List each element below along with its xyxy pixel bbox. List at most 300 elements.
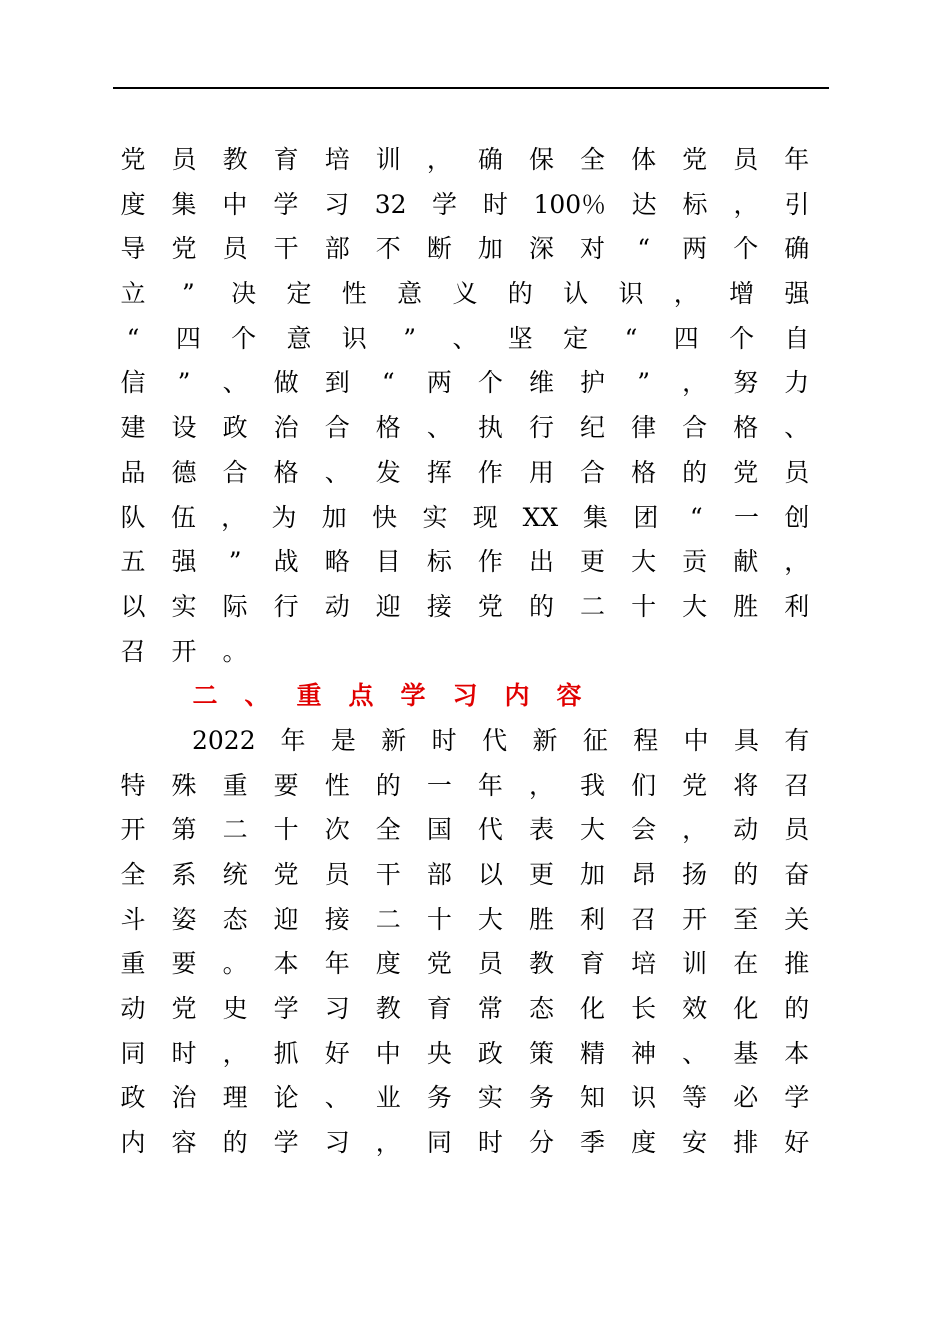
text-token: 学 — [784, 1083, 810, 1113]
text-token: 到 — [324, 368, 350, 398]
text-token: 度 — [631, 1128, 657, 1158]
text-token: 设 — [171, 413, 197, 443]
text-token: 意 — [286, 323, 312, 353]
text-token: 加 — [477, 234, 503, 264]
text-token: 论 — [273, 1083, 299, 1113]
text-token: 实 — [422, 502, 448, 532]
text-token: 导 — [120, 234, 146, 264]
paragraph-line — [120, 853, 810, 898]
text-token: 、 — [426, 413, 452, 443]
text-token: ， — [673, 279, 699, 309]
text-token: ， — [221, 502, 247, 532]
text-token: 格 — [733, 413, 759, 443]
text-token: 定 — [563, 323, 589, 353]
text-token: XX — [522, 502, 559, 532]
text-token: 干 — [375, 860, 401, 889]
text-token: 集 — [583, 502, 609, 532]
text-token: 接 — [324, 904, 350, 934]
text-token: 育 — [273, 145, 299, 174]
text-token: 态 — [528, 994, 554, 1024]
text-token: 年 — [280, 725, 306, 755]
text-token: 培 — [631, 949, 657, 979]
text-token: 本 — [784, 1038, 810, 1068]
section-heading — [120, 674, 810, 719]
text-token: 略 — [324, 547, 350, 577]
text-token: 认 — [563, 279, 589, 309]
text-token: 的 — [375, 770, 401, 800]
text-token: 员 — [784, 457, 810, 487]
text-token: 常 — [477, 994, 503, 1024]
text-token: 国 — [426, 815, 452, 845]
text-token: 学 — [273, 994, 299, 1024]
text-token: 强 — [784, 279, 810, 309]
text-token: 重 — [222, 770, 248, 800]
text-token: 利 — [580, 904, 606, 934]
text-token: 一 — [734, 502, 760, 532]
text-token: 一 — [426, 770, 452, 800]
text-token: 32 — [374, 189, 407, 219]
text-token: 集 — [171, 189, 197, 219]
text-token: ， — [733, 189, 759, 219]
paragraph-line — [120, 451, 810, 496]
text-token: 十 — [631, 591, 657, 621]
text-token: 品 — [120, 457, 146, 487]
text-token: 实 — [171, 591, 197, 621]
text-token: 维 — [528, 368, 554, 398]
text-token: 次 — [324, 815, 350, 845]
paragraph-line — [120, 764, 810, 809]
text-token: 代 — [477, 815, 503, 845]
text-token: 全 — [375, 815, 401, 845]
text-token: 际 — [222, 591, 248, 621]
text-token: 理 — [222, 1083, 248, 1113]
text-token: 党 — [120, 145, 146, 174]
text-token: 年 — [477, 770, 503, 800]
text-token: 加 — [321, 502, 347, 532]
text-token: 二 — [580, 591, 606, 621]
text-token: 不 — [375, 234, 401, 264]
text-token: 教 — [528, 949, 554, 979]
text-token: ， — [682, 368, 708, 398]
text-token: 快 — [372, 502, 398, 532]
text-token: 召 — [631, 904, 657, 934]
text-token: 合 — [324, 413, 350, 443]
text-token: ， — [222, 1038, 248, 1068]
text-token: 斗 — [120, 904, 146, 934]
text-token: 奋 — [784, 860, 810, 889]
text-token: 迎 — [375, 591, 401, 621]
text-token: 学 — [400, 681, 426, 711]
text-token: “ — [126, 323, 140, 353]
text-token: 育 — [580, 949, 606, 979]
text-token: 效 — [682, 994, 708, 1024]
text-token: 动 — [324, 591, 350, 621]
text-token: ” — [228, 547, 242, 577]
text-token: 时 — [482, 189, 508, 219]
text-token: 新 — [532, 725, 558, 755]
text-token: 行 — [528, 413, 554, 443]
text-token: ” — [177, 368, 191, 398]
text-token: 务 — [528, 1083, 554, 1113]
text-token: 大 — [631, 547, 657, 577]
text-token: 。 — [222, 949, 248, 979]
paragraph-line — [120, 808, 810, 853]
text-token: 的 — [733, 860, 759, 889]
text-token: 的 — [222, 1128, 248, 1158]
paragraph-line — [120, 1076, 810, 1121]
text-token: 征 — [582, 725, 608, 755]
text-token: 标 — [682, 189, 708, 219]
text-token: 更 — [528, 860, 554, 889]
text-token: 四 — [673, 323, 699, 353]
paragraph-line — [120, 987, 810, 1032]
text-token: 迎 — [273, 904, 299, 934]
text-token: 教 — [222, 145, 248, 174]
text-token: 员 — [222, 234, 248, 264]
paragraph-line — [120, 406, 810, 451]
text-token: 目 — [375, 547, 401, 577]
text-token: 立 — [120, 279, 146, 309]
text-token: ， — [426, 145, 452, 174]
text-token: 培 — [324, 145, 350, 174]
text-token: 员 — [784, 815, 810, 845]
text-token: 动 — [733, 815, 759, 845]
text-token: 引 — [784, 189, 810, 219]
text-token: 党 — [426, 949, 452, 979]
paragraph-line — [120, 630, 810, 675]
text-token: 作 — [477, 547, 503, 577]
text-token: 识 — [341, 323, 367, 353]
text-token: 两 — [426, 368, 452, 398]
paragraph-line — [120, 496, 810, 541]
text-token: 中 — [222, 189, 248, 219]
text-token: 的 — [507, 279, 533, 309]
text-token: 建 — [120, 413, 146, 443]
text-token: “ — [624, 323, 638, 353]
text-token: ， — [784, 547, 810, 577]
text-token: 为 — [271, 502, 297, 532]
paragraph-line — [120, 227, 810, 272]
text-token: 系 — [171, 860, 197, 889]
text-token: 全 — [580, 145, 606, 174]
text-token: 第 — [171, 815, 197, 845]
text-token: 要 — [273, 770, 299, 800]
text-token: 开 — [171, 636, 197, 666]
text-token: 用 — [528, 457, 554, 487]
text-token: 以 — [120, 591, 146, 621]
text-token: 自 — [784, 323, 810, 353]
text-token: 贡 — [682, 547, 708, 577]
text-token: ” — [403, 323, 417, 353]
text-token: 深 — [528, 234, 554, 264]
text-token: ， — [682, 815, 708, 845]
text-token: ， — [528, 770, 554, 800]
text-token: 律 — [631, 413, 657, 443]
text-token: 程 — [633, 725, 659, 755]
text-token: 格 — [375, 413, 401, 443]
text-token: 个 — [729, 323, 755, 353]
text-token: 召 — [120, 636, 146, 666]
text-token: 创 — [784, 502, 810, 532]
paragraph-line — [120, 361, 810, 406]
text-token: 护 — [580, 368, 606, 398]
text-token: 基 — [733, 1038, 759, 1068]
text-token: 学 — [273, 1128, 299, 1158]
text-token: 治 — [171, 1083, 197, 1113]
text-token: 性 — [324, 770, 350, 800]
text-token: 对 — [580, 234, 606, 264]
text-token: 好 — [324, 1038, 350, 1068]
text-token: 内 — [504, 681, 530, 711]
text-token: “ — [637, 234, 651, 264]
text-token: 部 — [426, 860, 452, 889]
text-token: 的 — [682, 457, 708, 487]
text-token: 党 — [273, 860, 299, 889]
paragraph-line — [120, 540, 810, 585]
text-token: 政 — [120, 1083, 146, 1113]
text-token: 容 — [171, 1128, 197, 1158]
text-token: 时 — [431, 725, 457, 755]
text-token: “ — [689, 502, 703, 532]
text-token: 合 — [580, 457, 606, 487]
text-token: ， — [375, 1128, 401, 1158]
text-token: 政 — [477, 1038, 503, 1068]
text-token: “ — [381, 368, 395, 398]
text-token: 现 — [472, 502, 498, 532]
text-token: 格 — [631, 457, 657, 487]
body-text — [120, 138, 810, 1166]
text-token: 党 — [477, 591, 503, 621]
text-token: 胜 — [733, 591, 759, 621]
text-token: 十 — [273, 815, 299, 845]
text-token: 十 — [426, 904, 452, 934]
text-token: 推 — [784, 949, 810, 979]
text-token: 有 — [784, 725, 810, 755]
text-token: 中 — [683, 725, 709, 755]
text-token: 全 — [120, 860, 146, 889]
paragraph-line — [120, 183, 810, 228]
text-token: 党 — [733, 457, 759, 487]
text-token: 政 — [222, 413, 248, 443]
text-token: 安 — [682, 1128, 708, 1158]
text-token: 学 — [432, 189, 458, 219]
text-token: 四 — [175, 323, 201, 353]
text-token: 发 — [375, 457, 401, 487]
text-token: 合 — [682, 413, 708, 443]
text-token: 员 — [171, 145, 197, 174]
text-token: 更 — [580, 547, 606, 577]
text-token: 本 — [273, 949, 299, 979]
text-token: 殊 — [171, 770, 197, 800]
text-token: 等 — [682, 1083, 708, 1113]
text-token: 年 — [324, 949, 350, 979]
text-token: 召 — [784, 770, 810, 800]
text-token: 行 — [273, 591, 299, 621]
text-token: 2022 — [192, 725, 256, 755]
text-token: 关 — [784, 904, 810, 934]
text-token: 姿 — [171, 904, 197, 934]
text-token: 好 — [784, 1128, 810, 1158]
text-token: 强 — [171, 547, 197, 577]
text-token: 务 — [426, 1083, 452, 1113]
text-token: 识 — [631, 1083, 657, 1113]
paragraph-line — [120, 1032, 810, 1077]
text-token: 断 — [426, 234, 452, 264]
text-token: 做 — [273, 368, 299, 398]
text-token: 训 — [375, 145, 401, 174]
text-token: 团 — [633, 502, 659, 532]
text-token: 统 — [222, 860, 248, 889]
text-token: 化 — [580, 994, 606, 1024]
text-token: 大 — [580, 815, 606, 845]
text-token: 央 — [426, 1038, 452, 1068]
text-token: 训 — [682, 949, 708, 979]
text-token: 员 — [733, 145, 759, 174]
text-token: 个 — [231, 323, 257, 353]
text-token: 表 — [528, 815, 554, 845]
text-token: 努 — [733, 368, 759, 398]
text-token: 、 — [682, 1038, 708, 1068]
text-token: 大 — [682, 591, 708, 621]
text-token: 、 — [244, 681, 270, 711]
text-token: 、 — [324, 1083, 350, 1113]
text-token: 干 — [273, 234, 299, 264]
text-token: 个 — [477, 368, 503, 398]
text-token: 们 — [631, 770, 657, 800]
text-token: 容 — [556, 681, 582, 711]
text-token: 新 — [381, 725, 407, 755]
text-token: 两 — [682, 234, 708, 264]
text-token: 增 — [729, 279, 755, 309]
text-token: 确 — [784, 234, 810, 264]
paragraph-line — [120, 942, 810, 987]
text-token: 习 — [324, 1128, 350, 1158]
text-token: 治 — [273, 413, 299, 443]
text-token: 党 — [171, 994, 197, 1024]
text-token: 献 — [733, 547, 759, 577]
text-token: 定 — [286, 279, 312, 309]
text-token: 习 — [452, 681, 478, 711]
text-token: 党 — [171, 234, 197, 264]
text-token: 确 — [477, 145, 503, 174]
text-token: 员 — [324, 860, 350, 889]
text-token: 开 — [682, 904, 708, 934]
text-token: 作 — [477, 457, 503, 487]
text-token: 力 — [784, 368, 810, 398]
text-token: 接 — [426, 591, 452, 621]
text-token: 、 — [324, 457, 350, 487]
text-token: 化 — [733, 994, 759, 1024]
paragraph-line — [120, 317, 810, 362]
paragraph-line — [120, 272, 810, 317]
text-token: 实 — [477, 1083, 503, 1113]
text-token: 信 — [120, 368, 146, 398]
text-token: 业 — [375, 1083, 401, 1113]
paragraph-line — [120, 898, 810, 943]
text-token: 的 — [784, 994, 810, 1024]
text-token: 必 — [733, 1083, 759, 1113]
text-token: 德 — [171, 457, 197, 487]
text-token: 加 — [580, 860, 606, 889]
text-token: ” — [637, 368, 651, 398]
text-token: 我 — [580, 770, 606, 800]
text-token: 长 — [631, 994, 657, 1024]
text-token: 队 — [120, 502, 146, 532]
text-token: 点 — [348, 681, 374, 711]
text-token: 胜 — [528, 904, 554, 934]
text-token: 学 — [273, 189, 299, 219]
text-token: 分 — [528, 1128, 554, 1158]
text-token: 意 — [397, 279, 423, 309]
text-token: 党 — [682, 770, 708, 800]
text-token: 合 — [222, 457, 248, 487]
text-token: 大 — [477, 904, 503, 934]
text-token: 排 — [733, 1128, 759, 1158]
text-token: 以 — [477, 860, 503, 889]
text-token: 性 — [341, 279, 367, 309]
text-token: 年 — [784, 145, 810, 174]
text-token: 度 — [375, 949, 401, 979]
text-token: 重 — [296, 681, 322, 711]
text-token: 二 — [192, 681, 218, 711]
text-token: 育 — [426, 994, 452, 1024]
text-token: 将 — [733, 770, 759, 800]
text-token: 出 — [528, 547, 554, 577]
paragraph-line — [120, 138, 810, 183]
text-token: 具 — [734, 725, 760, 755]
text-token: 识 — [618, 279, 644, 309]
text-token: 体 — [631, 145, 657, 174]
text-token: 习 — [324, 189, 350, 219]
text-token: 个 — [733, 234, 759, 264]
text-token: 坚 — [507, 323, 533, 353]
text-token: 昂 — [631, 860, 657, 889]
text-token: 抓 — [273, 1038, 299, 1068]
text-token: 开 — [120, 815, 146, 845]
text-token: 的 — [528, 591, 554, 621]
text-token: 季 — [580, 1128, 606, 1158]
text-token: 习 — [324, 994, 350, 1024]
text-token: 是 — [330, 725, 356, 755]
text-token: 时 — [477, 1128, 503, 1158]
text-token: 战 — [273, 547, 299, 577]
text-token: ” — [181, 279, 195, 309]
text-token: 中 — [375, 1038, 401, 1068]
text-token: 利 — [784, 591, 810, 621]
text-token: 教 — [375, 994, 401, 1024]
text-token: 时 — [171, 1038, 197, 1068]
text-token: 重 — [120, 949, 146, 979]
text-token: 五 — [120, 547, 146, 577]
paragraph-line — [120, 1121, 810, 1166]
text-token: 动 — [120, 994, 146, 1024]
text-token: 党 — [682, 145, 708, 174]
text-token: 要 — [171, 949, 197, 979]
text-token: 度 — [120, 189, 146, 219]
text-token: 、 — [452, 323, 478, 353]
text-token: 标 — [426, 547, 452, 577]
text-token: 决 — [231, 279, 257, 309]
text-token: 义 — [452, 279, 478, 309]
text-token: 伍 — [170, 502, 196, 532]
paragraph-line — [120, 719, 810, 764]
text-token: 达 — [631, 189, 657, 219]
text-token: 至 — [733, 904, 759, 934]
text-token: 部 — [324, 234, 350, 264]
text-token: 员 — [477, 949, 503, 979]
text-token: 执 — [477, 413, 503, 443]
text-token: 挥 — [426, 457, 452, 487]
